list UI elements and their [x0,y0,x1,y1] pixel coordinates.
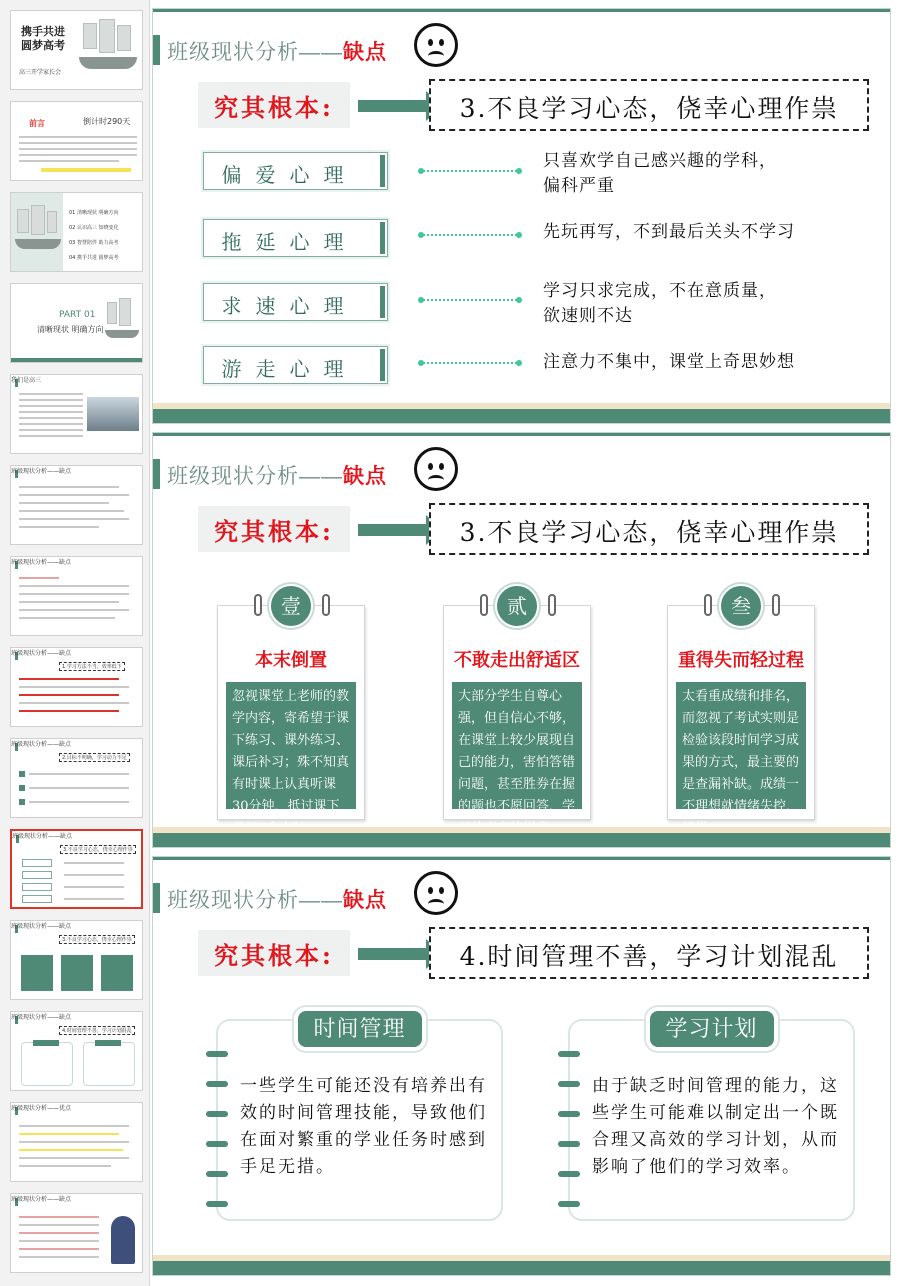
arrow-right-icon [358,948,426,960]
cause-text: 3.不良学习心态，侥幸心理作祟 [459,518,839,547]
psy-label-bias: 偏爱心理 [203,152,388,190]
cause-box [429,79,869,131]
thumb-title: 班级现状分析——缺点 [11,650,72,657]
card-title: 不敢走出舒适区 [454,650,580,671]
header-accent-bar [153,35,160,65]
contents-item-1: 01 清晰现状 明确方向 [69,210,119,216]
root-cause-label: 究其根本: [214,93,334,122]
sad-face-icon [414,871,458,915]
thumb-cause: 1.学习方法不当，效率低下 [59,662,125,671]
slide-thumbnail-rail[interactable] [0,0,150,1286]
cause-text: 3.不良学习心态，侥幸心理作祟 [459,94,839,123]
sad-face-icon [414,447,458,491]
thumbnail-slide-5[interactable] [10,374,143,454]
card-badge: 叁 [719,584,763,628]
thumb-title: 班级现状分析——优点 [11,1105,72,1112]
slide-header: 班级现状分析——缺点 [167,41,387,64]
preface-title: 前言 [29,119,45,128]
root-cause-label-box [198,930,350,976]
card-title: 本末倒置 [255,650,327,671]
card-misplaced-priorities [217,594,365,820]
panel-time-management [216,1016,503,1221]
slide-header: 班级现状分析——缺点 [167,889,387,912]
thumbnail-slide-4[interactable] [10,283,143,363]
thumbnail-slide-7[interactable] [10,556,143,636]
thumbnail-slide-11[interactable] [10,920,143,1000]
slide-time-management [152,856,891,1276]
ship-image [15,203,61,263]
thumbnail-slide-1[interactable] [10,10,143,90]
contents-item-3: 03 智慧陪伴 助力高考 [69,240,119,246]
root-cause-label: 究其根本: [214,941,334,970]
card-body: 大部分学生自尊心强，但自信心不够，在课堂上较少展现自己的能力，害怕答错问题，甚至胜券在握的题也不愿回答，学 [452,682,582,809]
thumbnail-slide-8[interactable] [10,647,143,727]
thumb-title: 班级现状分析——缺点 [11,468,72,475]
psy-desc-haste: 学习只求完成，不在意质量， 欲速则不达 [543,281,777,326]
cause-text: 4.时间管理不善，学习计划混乱 [459,942,839,971]
card-badge: 贰 [495,584,539,628]
root-cause-label-box [198,506,350,552]
thumbnail-slide-3[interactable] [10,192,143,272]
classroom-photo [87,397,139,431]
thumb-cause: 4.时间管理不善，学习计划混乱 [59,1026,135,1035]
psy-label-procrastination: 拖延心理 [203,219,388,257]
psy-label-haste: 求速心理 [203,283,388,321]
thumb-title: 我们是高三 [11,377,42,384]
panel-tag: 学习计划 [650,1011,774,1047]
cover-subtitle: 高三开学家长会 [19,69,62,76]
thumb-title: 班级现状分析——缺点 [11,1196,72,1203]
card-body: 忽视课堂上老师的教学内容，寄希望于课下练习、课外练习、课后补习；殊不知真有时课上认真听课30分钟，抵过课下 [226,682,356,809]
part-number: PART 01 [59,310,96,320]
thumbnail-slide-14[interactable] [10,1193,143,1273]
countdown-text: 倒计时290天 [83,117,131,126]
card-results-over-process [667,594,815,820]
part-title: 清晰现状 明确方向 [37,325,104,334]
thumbnail-slide-2[interactable] [10,101,143,181]
contents-item-4: 04 携手共进 圆梦高考 [69,255,119,261]
root-cause-label-box [198,82,350,128]
connector-line [420,234,520,236]
thumb-cause: 2.目标不明确，学习动力不足 [59,753,130,762]
cover-title: 携手共进 圆梦高考 [21,25,65,52]
card-body: 太看重成绩和排名，而忽视了考试实则是检验该段时间学习成果的方式，最主要的是查漏补缺。成绩一不理想就情绪失控， [676,682,806,809]
header-accent-bar [153,459,160,489]
header-accent-bar [153,883,160,913]
ship-image [105,296,141,356]
cause-box [429,503,869,555]
card-badge: 壹 [269,584,313,628]
thumbnail-slide-10-active[interactable] [10,829,143,909]
psy-desc-wandering: 注意力不集中，课堂上奇思妙想 [543,352,795,372]
slide-mindset-cards [152,432,891,848]
card-title: 重得失而轻过程 [678,650,804,671]
connector-line [420,170,520,172]
psy-desc-bias: 只喜欢学自己感兴趣的学科， 偏科严重 [543,151,777,196]
slide-header: 班级现状分析——缺点 [167,465,387,488]
root-cause-label: 究其根本: [214,517,334,546]
psy-label-wandering: 游走心理 [203,346,388,384]
slide-psychology-list [152,8,891,424]
footer-band [153,833,890,847]
cause-box [429,927,869,979]
ship-image [77,17,139,85]
arrow-right-icon [358,524,426,536]
arrow-right-icon [358,100,426,112]
thumb-title: 班级现状分析——缺点 [11,559,72,566]
connector-line [420,362,520,364]
thumbnail-slide-9[interactable] [10,738,143,818]
thumb-title: 班级现状分析——缺点 [11,923,72,930]
thumb-cause: 3.不良学习心态，侥幸心理作祟 [59,935,135,944]
connector-line [420,299,520,301]
footer-band [153,1261,890,1275]
thumb-cause: 3.不良学习心态，侥幸心理作祟 [60,845,136,854]
card-comfort-zone [443,594,591,820]
student-illustration [111,1216,135,1264]
panel-tag: 时间管理 [298,1011,422,1047]
contents-item-2: 02 认识高三 知晓变化 [69,225,119,231]
panel-study-plan [568,1016,855,1221]
sad-face-icon [414,23,458,67]
thumbnail-slide-6[interactable] [10,465,143,545]
thumbnail-slide-13[interactable] [10,1102,143,1182]
thumb-title: 班级现状分析——缺点 [11,741,72,748]
thumb-title: 班级现状分析——缺点 [11,1014,72,1021]
footer-band [153,409,890,423]
panel-body: 由于缺乏时间管理的能力，这些学生可能难以制定出一个既合理又高效的学习计划，从而影响了他们的学习效率。 [592,1076,839,1177]
thumb-title: 班级现状分析——缺点 [12,833,73,840]
thumbnail-slide-12[interactable] [10,1011,143,1091]
psy-desc-procrastination: 先玩再写，不到最后关头不学习 [543,222,795,242]
panel-body: 一些学生可能还没有培养出有效的时间管理技能，导致他们在面对繁重的学业任务时感到手足无措。 [240,1076,487,1177]
